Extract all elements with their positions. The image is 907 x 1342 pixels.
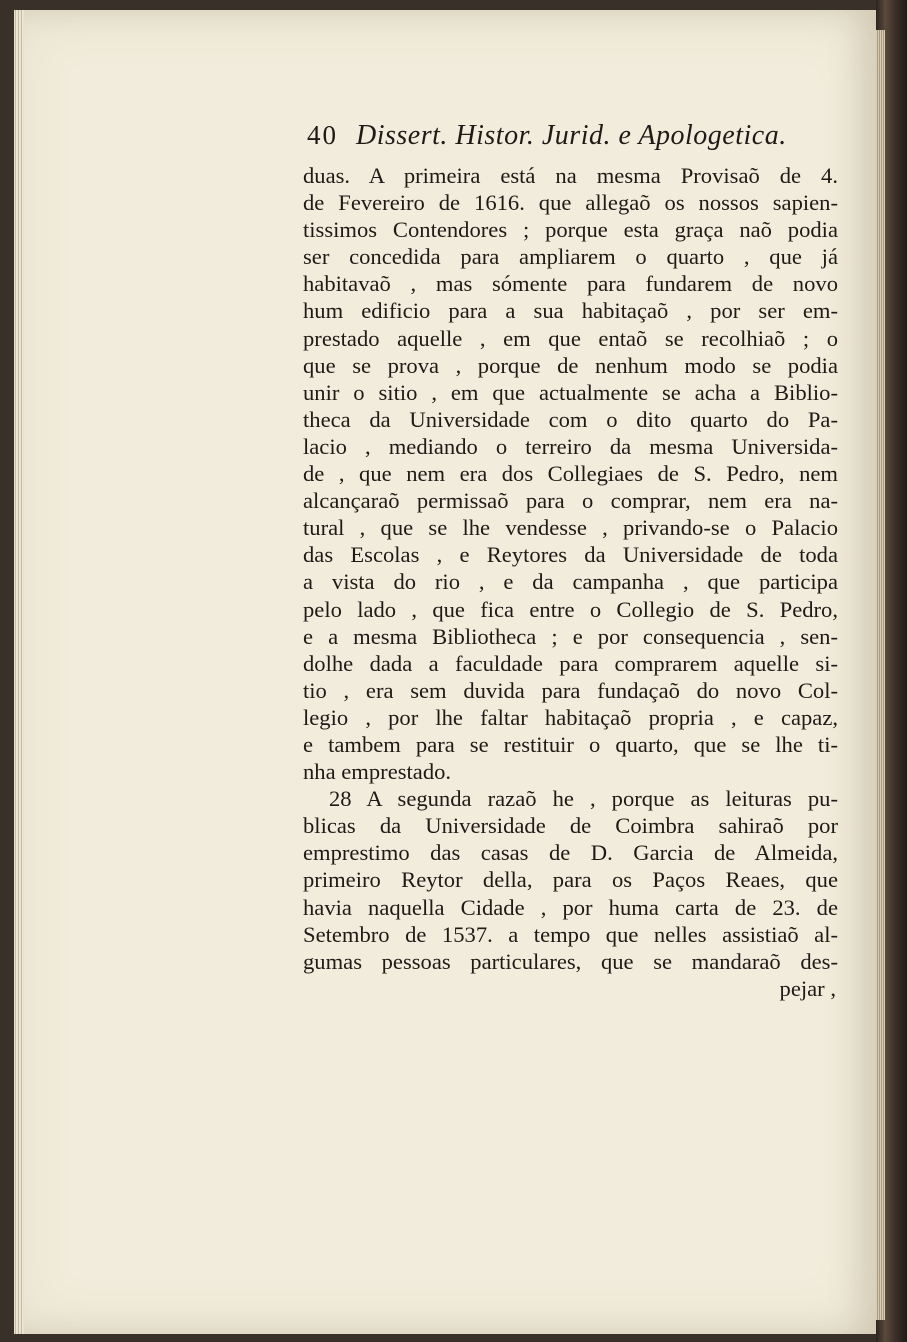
text-line: nha emprestado.	[303, 759, 452, 785]
text-line: de Fevereiro de 1616. que allegaõ os nossos sapien-	[303, 190, 838, 216]
text-line: tural , que se lhe vendesse , privando-se o Palacio	[303, 515, 838, 541]
text-line: Setembro de 1537. a tempo que nelles assistiaõ al-	[303, 921, 838, 947]
text-line: pelo lado , que fica entre o Collegio de S. Pedro,	[303, 596, 838, 622]
text-line: blicas da Universidade de Coimbra sahiraõ por	[303, 813, 838, 839]
text-line: e tambem para se restituir o quarto, que se lhe ti-	[303, 731, 838, 757]
paragraph-1	[303, 162, 838, 785]
page-edges-left	[14, 10, 24, 1334]
text-line: alcançaraõ permissaõ para o comprar, nem era na-	[303, 488, 838, 514]
text-line: ser concedida para ampliarem o quarto , que já	[303, 244, 838, 270]
book-binding-edge	[876, 0, 907, 1342]
text-line: unir o sitio , em que actualmente se acha a Biblio-	[303, 379, 838, 405]
text-line: dolhe dada a faculdade para comprarem aquelle si-	[303, 650, 838, 676]
paragraph-2	[303, 785, 838, 975]
text-line: hum edificio para a sua habitaçaõ , por ser em-	[303, 298, 838, 324]
text-line: de , que nem era dos Collegiaes de S. Pedro, nem	[303, 461, 838, 487]
running-title: Dissert. Histor. Jurid. e Apologetica.	[356, 120, 787, 151]
text-line: que se prova , porque de nenhum modo se podia	[303, 352, 838, 378]
text-line: legio , por lhe faltar habitaçaõ propria , e capaz,	[303, 704, 838, 730]
text-line: 28 A segunda razaõ he , porque as leituras pu-	[329, 786, 838, 812]
text-line: das Escolas , e Reytores da Universidade de toda	[303, 542, 838, 568]
text-line: duas. A primeira está na mesma Provisaõ de 4.	[303, 163, 838, 188]
text-line: lacio , mediando o terreiro da mesma Universida-	[303, 433, 838, 459]
text-line: gumas pessoas particulares, que se mandaraõ des-	[303, 948, 838, 974]
text-line: a vista do rio , e da campanha , que participa	[303, 569, 838, 595]
printed-text-block	[303, 120, 838, 1002]
running-head	[303, 120, 838, 160]
text-line: prestado aquelle , em que entaõ se recolhiaõ ; o	[303, 325, 838, 351]
text-line: habitavaõ , mas sómente para fundarem de novo	[303, 271, 838, 297]
text-line: tissimos Contendores ; porque esta graça naõ podia	[303, 217, 838, 243]
text-line: e a mesma Bibliotheca ; e por consequencia , sen-	[303, 623, 838, 649]
text-line: emprestimo das casas de D. Garcia de Almeida,	[303, 840, 838, 866]
text-line: theca da Universidade com o dito quarto do Pa-	[303, 406, 838, 432]
text-line: tio , era sem duvida para fundaçaõ do novo Col-	[303, 677, 838, 703]
page-number: 40	[307, 120, 338, 150]
text-line: havia naquella Cidade , por huma carta de 23. de	[303, 894, 838, 920]
text-line: primeiro Reytor della, para os Paços Reaes, que	[303, 867, 838, 893]
catchword: pejar ,	[779, 975, 836, 1001]
